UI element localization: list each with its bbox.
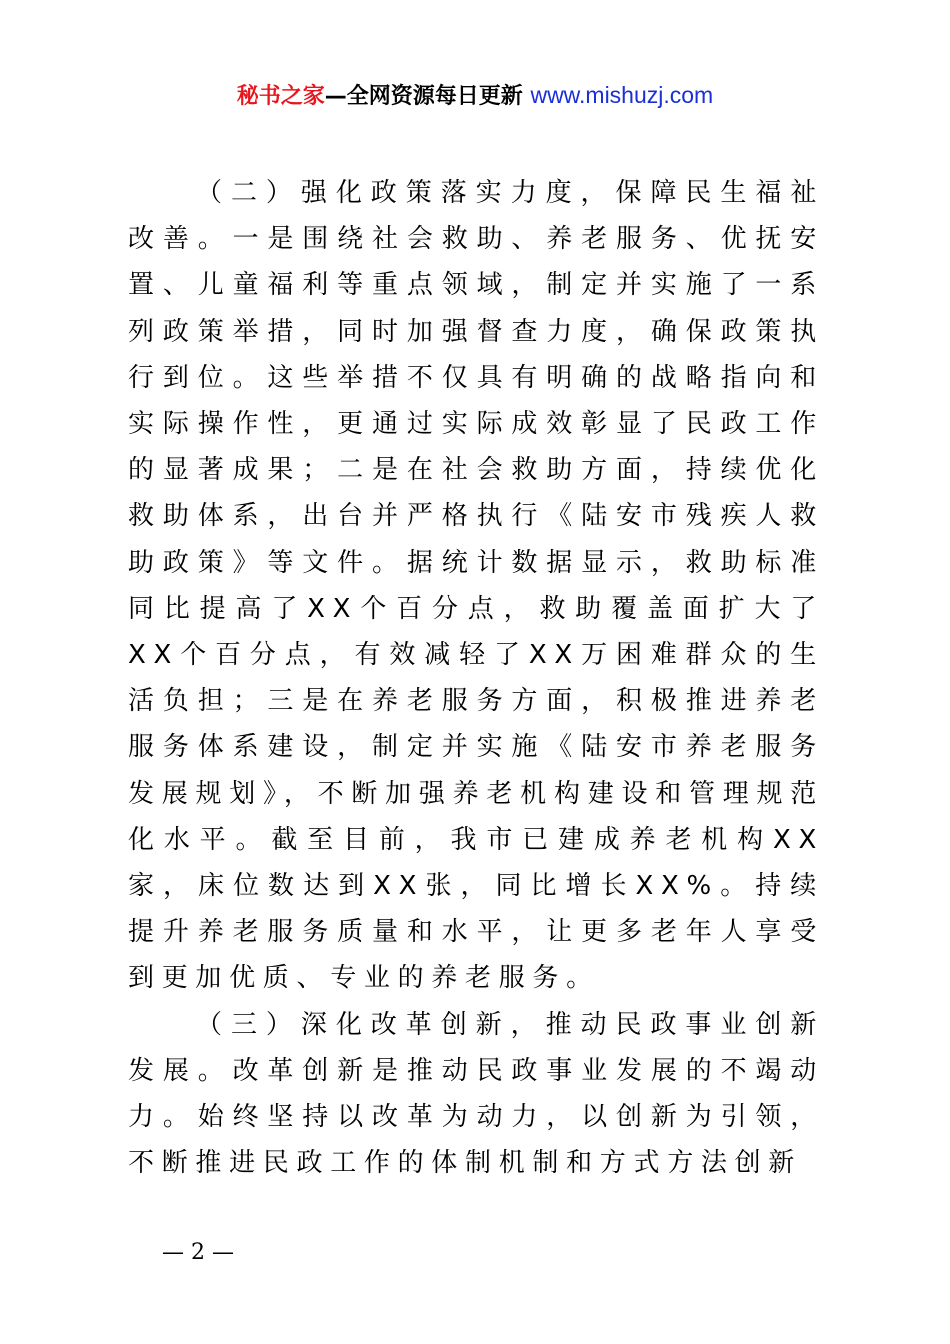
page-number: — 2 — [162,1240,234,1265]
site-slogan: —全网资源每日更新 [324,84,531,109]
site-url-link[interactable]: www.mishuzj.com [530,82,714,108]
paragraph-section-three: （三）深化改革创新，推动民政事业创新发展。改革创新是推动民政事业发展的不竭动力。始终坚持以改革为动力，以创新为引领，不断推进民政工作的体制机制和方式方法创新 [128,1009,824,1179]
site-header [0,78,950,114]
paragraph-section-two: （二）强化政策落实力度，保障民生福祉改善。一是围绕社会救助、养老服务、优抚安置、儿童福利等重点领域，制定并实施了一系列政策举措，同时加强督查力度，确保政策执行到位。这些举措不仅具有明确的战略指向和实际操作性，更通过实际成效彰显了民政工作的显著成果；二是在社会救助方面，持续优化救助体系，出台并严格执行《陆安市残疾人救助政策》等文件。据统计数据显示，救助标准同比提高了XX个百分点，救助覆盖面扩大了XX个百分点，有效减轻了XX万困难群众的生活负担；三是在养老服务方面，积极推进养老服务体系建设，制定并实施《陆安市养老服务发展规划》，不断加强养老机构建设和管理规范化水平。截至目前，我市已建成养老机构XX家，床位数达到XX张，同比增长XX%。持续提升养老服务质量和水平，让更多老年人享受到更加优质、专业的养老服务。 [128,178,824,994]
site-brand: 秘书之家 [236,84,325,109]
document-body [128,170,824,1186]
